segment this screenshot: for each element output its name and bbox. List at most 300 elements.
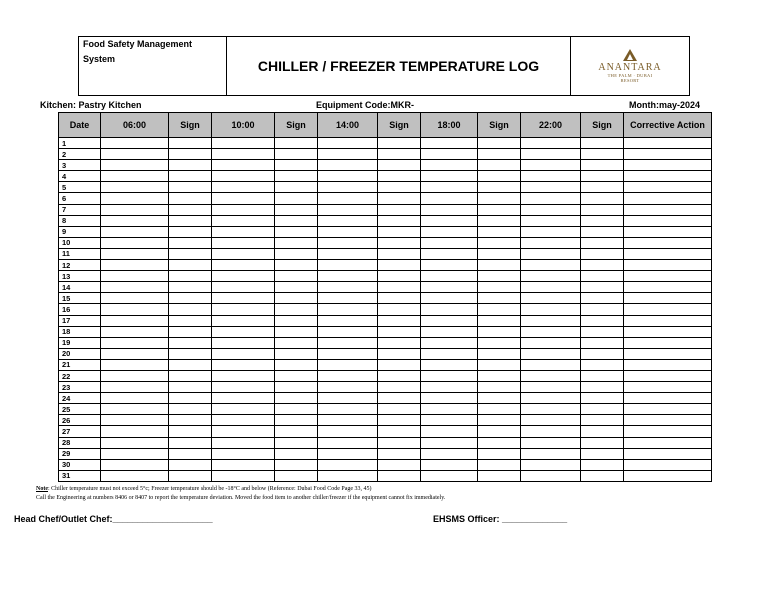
entry-cell[interactable] [378,226,421,237]
entry-cell[interactable] [212,293,275,304]
entry-cell[interactable] [478,182,521,193]
entry-cell[interactable] [378,171,421,182]
entry-cell[interactable] [421,293,478,304]
entry-cell[interactable] [318,204,378,215]
entry-cell[interactable] [624,204,712,215]
entry-cell[interactable] [212,404,275,415]
entry-cell[interactable] [421,370,478,381]
entry-cell[interactable] [101,326,169,337]
entry-cell[interactable] [212,182,275,193]
entry-cell[interactable] [318,171,378,182]
entry-cell[interactable] [275,448,318,459]
entry-cell[interactable] [275,426,318,437]
entry-cell[interactable] [421,138,478,149]
entry-cell[interactable] [318,326,378,337]
entry-cell[interactable] [169,315,212,326]
entry-cell[interactable] [101,426,169,437]
entry-cell[interactable] [212,215,275,226]
entry-cell[interactable] [581,271,624,282]
entry-cell[interactable] [421,470,478,481]
entry-cell[interactable] [169,160,212,171]
entry-cell[interactable] [169,215,212,226]
entry-cell[interactable] [275,149,318,160]
entry-cell[interactable] [421,315,478,326]
entry-cell[interactable] [212,237,275,248]
entry-cell[interactable] [169,337,212,348]
entry-cell[interactable] [378,370,421,381]
entry-cell[interactable] [624,304,712,315]
entry-cell[interactable] [478,348,521,359]
entry-cell[interactable] [378,293,421,304]
entry-cell[interactable] [478,160,521,171]
entry-cell[interactable] [581,149,624,160]
entry-cell[interactable] [378,182,421,193]
entry-cell[interactable] [318,282,378,293]
entry-cell[interactable] [624,404,712,415]
entry-cell[interactable] [212,359,275,370]
entry-cell[interactable] [581,393,624,404]
entry-cell[interactable] [581,260,624,271]
entry-cell[interactable] [421,282,478,293]
entry-cell[interactable] [169,382,212,393]
entry-cell[interactable] [581,359,624,370]
entry-cell[interactable] [378,393,421,404]
ehsms-blank[interactable]: _____________ [502,514,568,524]
entry-cell[interactable] [378,260,421,271]
entry-cell[interactable] [478,271,521,282]
entry-cell[interactable] [212,315,275,326]
entry-cell[interactable] [212,437,275,448]
entry-cell[interactable] [421,260,478,271]
entry-cell[interactable] [212,393,275,404]
entry-cell[interactable] [378,448,421,459]
entry-cell[interactable] [521,149,581,160]
entry-cell[interactable] [478,193,521,204]
entry-cell[interactable] [212,426,275,437]
entry-cell[interactable] [478,337,521,348]
entry-cell[interactable] [101,193,169,204]
entry-cell[interactable] [318,149,378,160]
entry-cell[interactable] [378,404,421,415]
entry-cell[interactable] [478,282,521,293]
entry-cell[interactable] [421,215,478,226]
entry-cell[interactable] [378,304,421,315]
entry-cell[interactable] [478,393,521,404]
entry-cell[interactable] [521,171,581,182]
entry-cell[interactable] [478,138,521,149]
head-chef-blank[interactable]: ____________________ [112,514,213,524]
entry-cell[interactable] [624,160,712,171]
entry-cell[interactable] [275,293,318,304]
entry-cell[interactable] [421,193,478,204]
entry-cell[interactable] [169,171,212,182]
entry-cell[interactable] [624,415,712,426]
entry-cell[interactable] [275,315,318,326]
entry-cell[interactable] [275,237,318,248]
entry-cell[interactable] [318,215,378,226]
entry-cell[interactable] [378,437,421,448]
entry-cell[interactable] [421,182,478,193]
entry-cell[interactable] [624,382,712,393]
entry-cell[interactable] [478,459,521,470]
entry-cell[interactable] [521,348,581,359]
entry-cell[interactable] [212,271,275,282]
entry-cell[interactable] [101,271,169,282]
entry-cell[interactable] [169,393,212,404]
entry-cell[interactable] [169,470,212,481]
entry-cell[interactable] [521,370,581,381]
entry-cell[interactable] [581,304,624,315]
entry-cell[interactable] [421,304,478,315]
entry-cell[interactable] [275,337,318,348]
entry-cell[interactable] [318,382,378,393]
entry-cell[interactable] [521,415,581,426]
entry-cell[interactable] [101,204,169,215]
entry-cell[interactable] [318,348,378,359]
entry-cell[interactable] [478,293,521,304]
entry-cell[interactable] [212,171,275,182]
entry-cell[interactable] [521,359,581,370]
entry-cell[interactable] [478,426,521,437]
entry-cell[interactable] [421,415,478,426]
entry-cell[interactable] [624,282,712,293]
entry-cell[interactable] [521,448,581,459]
entry-cell[interactable] [478,260,521,271]
entry-cell[interactable] [624,370,712,381]
entry-cell[interactable] [521,304,581,315]
entry-cell[interactable] [101,459,169,470]
entry-cell[interactable] [212,348,275,359]
entry-cell[interactable] [275,204,318,215]
entry-cell[interactable] [624,359,712,370]
entry-cell[interactable] [624,437,712,448]
entry-cell[interactable] [624,237,712,248]
entry-cell[interactable] [318,337,378,348]
entry-cell[interactable] [581,404,624,415]
entry-cell[interactable] [169,193,212,204]
entry-cell[interactable] [478,404,521,415]
entry-cell[interactable] [521,315,581,326]
entry-cell[interactable] [212,382,275,393]
entry-cell[interactable] [478,304,521,315]
entry-cell[interactable] [421,382,478,393]
entry-cell[interactable] [275,260,318,271]
entry-cell[interactable] [521,393,581,404]
entry-cell[interactable] [378,348,421,359]
entry-cell[interactable] [101,337,169,348]
entry-cell[interactable] [421,160,478,171]
entry-cell[interactable] [521,282,581,293]
entry-cell[interactable] [421,149,478,160]
entry-cell[interactable] [318,193,378,204]
entry-cell[interactable] [169,437,212,448]
entry-cell[interactable] [275,215,318,226]
entry-cell[interactable] [275,459,318,470]
entry-cell[interactable] [212,459,275,470]
entry-cell[interactable] [275,393,318,404]
entry-cell[interactable] [378,359,421,370]
entry-cell[interactable] [318,393,378,404]
entry-cell[interactable] [318,426,378,437]
entry-cell[interactable] [581,426,624,437]
entry-cell[interactable] [421,448,478,459]
entry-cell[interactable] [581,138,624,149]
entry-cell[interactable] [101,404,169,415]
entry-cell[interactable] [318,315,378,326]
entry-cell[interactable] [169,326,212,337]
entry-cell[interactable] [318,304,378,315]
entry-cell[interactable] [624,171,712,182]
entry-cell[interactable] [101,415,169,426]
entry-cell[interactable] [521,138,581,149]
entry-cell[interactable] [478,359,521,370]
entry-cell[interactable] [101,348,169,359]
entry-cell[interactable] [378,215,421,226]
entry-cell[interactable] [101,282,169,293]
entry-cell[interactable] [521,404,581,415]
entry-cell[interactable] [478,470,521,481]
entry-cell[interactable] [421,326,478,337]
entry-cell[interactable] [169,426,212,437]
entry-cell[interactable] [421,404,478,415]
entry-cell[interactable] [581,248,624,259]
entry-cell[interactable] [478,448,521,459]
entry-cell[interactable] [624,315,712,326]
entry-cell[interactable] [169,248,212,259]
entry-cell[interactable] [212,160,275,171]
entry-cell[interactable] [212,415,275,426]
entry-cell[interactable] [521,326,581,337]
entry-cell[interactable] [318,248,378,259]
entry-cell[interactable] [169,237,212,248]
entry-cell[interactable] [101,359,169,370]
entry-cell[interactable] [169,459,212,470]
entry-cell[interactable] [101,437,169,448]
entry-cell[interactable] [318,160,378,171]
entry-cell[interactable] [478,149,521,160]
entry-cell[interactable] [212,204,275,215]
entry-cell[interactable] [378,282,421,293]
entry-cell[interactable] [421,248,478,259]
entry-cell[interactable] [275,193,318,204]
entry-cell[interactable] [318,237,378,248]
entry-cell[interactable] [624,293,712,304]
entry-cell[interactable] [212,337,275,348]
entry-cell[interactable] [478,248,521,259]
entry-cell[interactable] [169,271,212,282]
entry-cell[interactable] [212,193,275,204]
entry-cell[interactable] [275,404,318,415]
entry-cell[interactable] [169,304,212,315]
entry-cell[interactable] [169,370,212,381]
entry-cell[interactable] [275,470,318,481]
entry-cell[interactable] [624,348,712,359]
entry-cell[interactable] [101,448,169,459]
entry-cell[interactable] [521,337,581,348]
entry-cell[interactable] [624,226,712,237]
entry-cell[interactable] [212,448,275,459]
entry-cell[interactable] [378,326,421,337]
entry-cell[interactable] [169,260,212,271]
entry-cell[interactable] [581,160,624,171]
entry-cell[interactable] [478,204,521,215]
entry-cell[interactable] [378,382,421,393]
entry-cell[interactable] [101,171,169,182]
entry-cell[interactable] [378,459,421,470]
entry-cell[interactable] [169,282,212,293]
entry-cell[interactable] [478,226,521,237]
entry-cell[interactable] [101,315,169,326]
entry-cell[interactable] [212,149,275,160]
entry-cell[interactable] [478,415,521,426]
entry-cell[interactable] [318,293,378,304]
entry-cell[interactable] [378,426,421,437]
entry-cell[interactable] [624,248,712,259]
entry-cell[interactable] [101,215,169,226]
entry-cell[interactable] [101,149,169,160]
entry-cell[interactable] [275,226,318,237]
entry-cell[interactable] [169,359,212,370]
entry-cell[interactable] [101,470,169,481]
entry-cell[interactable] [169,138,212,149]
entry-cell[interactable] [624,149,712,160]
entry-cell[interactable] [521,437,581,448]
entry-cell[interactable] [275,437,318,448]
entry-cell[interactable] [378,237,421,248]
entry-cell[interactable] [421,171,478,182]
entry-cell[interactable] [581,182,624,193]
entry-cell[interactable] [478,237,521,248]
entry-cell[interactable] [624,470,712,481]
entry-cell[interactable] [478,171,521,182]
entry-cell[interactable] [169,182,212,193]
entry-cell[interactable] [318,226,378,237]
entry-cell[interactable] [478,315,521,326]
entry-cell[interactable] [101,226,169,237]
entry-cell[interactable] [624,459,712,470]
entry-cell[interactable] [318,370,378,381]
entry-cell[interactable] [624,215,712,226]
entry-cell[interactable] [521,470,581,481]
entry-cell[interactable] [378,315,421,326]
entry-cell[interactable] [378,271,421,282]
entry-cell[interactable] [318,415,378,426]
entry-cell[interactable] [624,426,712,437]
entry-cell[interactable] [378,337,421,348]
entry-cell[interactable] [378,149,421,160]
entry-cell[interactable] [212,304,275,315]
entry-cell[interactable] [478,382,521,393]
entry-cell[interactable] [624,182,712,193]
entry-cell[interactable] [275,348,318,359]
entry-cell[interactable] [581,315,624,326]
entry-cell[interactable] [421,359,478,370]
entry-cell[interactable] [169,226,212,237]
entry-cell[interactable] [521,204,581,215]
entry-cell[interactable] [624,260,712,271]
entry-cell[interactable] [318,138,378,149]
entry-cell[interactable] [521,237,581,248]
entry-cell[interactable] [581,282,624,293]
entry-cell[interactable] [624,337,712,348]
entry-cell[interactable] [101,393,169,404]
entry-cell[interactable] [378,160,421,171]
entry-cell[interactable] [318,459,378,470]
entry-cell[interactable] [581,204,624,215]
entry-cell[interactable] [421,226,478,237]
entry-cell[interactable] [521,426,581,437]
entry-cell[interactable] [212,226,275,237]
entry-cell[interactable] [478,215,521,226]
entry-cell[interactable] [101,237,169,248]
entry-cell[interactable] [275,171,318,182]
entry-cell[interactable] [521,260,581,271]
entry-cell[interactable] [521,160,581,171]
entry-cell[interactable] [624,138,712,149]
entry-cell[interactable] [521,182,581,193]
entry-cell[interactable] [169,448,212,459]
entry-cell[interactable] [581,193,624,204]
entry-cell[interactable] [421,204,478,215]
entry-cell[interactable] [421,271,478,282]
entry-cell[interactable] [169,348,212,359]
entry-cell[interactable] [521,215,581,226]
entry-cell[interactable] [101,293,169,304]
entry-cell[interactable] [581,293,624,304]
entry-cell[interactable] [212,282,275,293]
entry-cell[interactable] [212,370,275,381]
entry-cell[interactable] [169,415,212,426]
entry-cell[interactable] [521,459,581,470]
entry-cell[interactable] [212,248,275,259]
entry-cell[interactable] [169,404,212,415]
entry-cell[interactable] [212,470,275,481]
entry-cell[interactable] [521,193,581,204]
entry-cell[interactable] [101,304,169,315]
entry-cell[interactable] [275,182,318,193]
entry-cell[interactable] [275,359,318,370]
entry-cell[interactable] [421,237,478,248]
entry-cell[interactable] [421,393,478,404]
entry-cell[interactable] [581,326,624,337]
entry-cell[interactable] [378,248,421,259]
entry-cell[interactable] [275,138,318,149]
entry-cell[interactable] [275,382,318,393]
entry-cell[interactable] [169,293,212,304]
entry-cell[interactable] [212,260,275,271]
entry-cell[interactable] [478,370,521,381]
entry-cell[interactable] [378,193,421,204]
entry-cell[interactable] [581,215,624,226]
entry-cell[interactable] [581,237,624,248]
entry-cell[interactable] [521,248,581,259]
entry-cell[interactable] [378,470,421,481]
entry-cell[interactable] [521,293,581,304]
entry-cell[interactable] [275,282,318,293]
entry-cell[interactable] [101,260,169,271]
entry-cell[interactable] [581,459,624,470]
entry-cell[interactable] [318,182,378,193]
entry-cell[interactable] [275,370,318,381]
entry-cell[interactable] [101,160,169,171]
entry-cell[interactable] [421,459,478,470]
entry-cell[interactable] [421,426,478,437]
entry-cell[interactable] [318,260,378,271]
entry-cell[interactable] [624,393,712,404]
entry-cell[interactable] [101,370,169,381]
entry-cell[interactable] [275,160,318,171]
entry-cell[interactable] [318,359,378,370]
